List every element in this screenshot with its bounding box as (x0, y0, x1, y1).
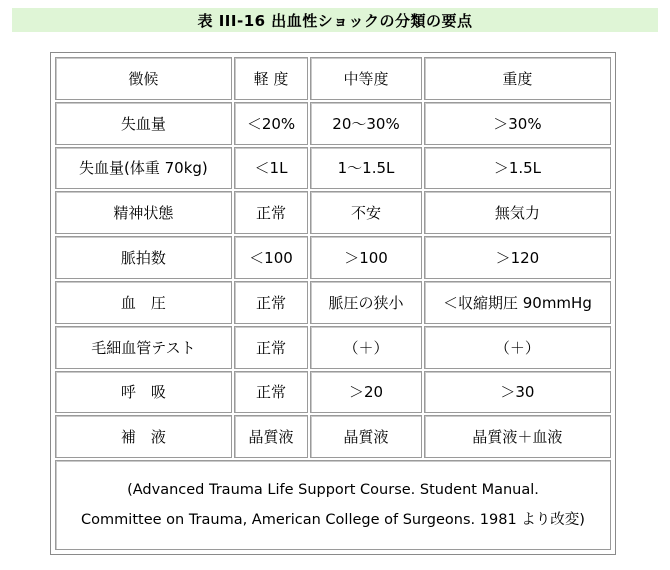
title-bar (12, 8, 658, 32)
table-title: 表 III-16 出血性ショックの分類の要点 (197, 11, 473, 30)
table-row (55, 102, 611, 145)
table-cell: ＞30 (424, 371, 611, 414)
table-cell: 毛細血管テスト (55, 326, 232, 369)
header-cell: 重度 (424, 57, 611, 100)
header-cell: 中等度 (310, 57, 422, 100)
table-cell: 失血量 (55, 102, 232, 145)
footnote-row (55, 460, 611, 550)
table-cell: ＜1L (234, 147, 308, 190)
table-cell: 精神状態 (55, 191, 232, 234)
table-cell: 晶質液 (310, 415, 422, 458)
table-cell: （＋） (424, 326, 611, 369)
table-row (55, 281, 611, 324)
table-cell: ＜20% (234, 102, 308, 145)
table-cell: ＜収縮期圧 90mmHg (424, 281, 611, 324)
table-cell: 正常 (234, 326, 308, 369)
table-cell: 晶質液＋血液 (424, 415, 611, 458)
table-row (55, 191, 611, 234)
shock-classification-table (50, 52, 616, 555)
table-cell: 無気力 (424, 191, 611, 234)
table-cell: ＞120 (424, 236, 611, 279)
table-cell: 不安 (310, 191, 422, 234)
table-cell: 晶質液 (234, 415, 308, 458)
footnote-line-1: (Advanced Trauma Life Support Course. Student Manual. (127, 482, 539, 499)
table-row (55, 371, 611, 414)
table-row (55, 147, 611, 190)
table-cell: 正常 (234, 191, 308, 234)
table-cell: 失血量(体重 70kg) (55, 147, 232, 190)
table-cell: 補 液 (55, 415, 232, 458)
table-cell: ＞100 (310, 236, 422, 279)
table-cell: 正常 (234, 371, 308, 414)
table-cell: 20～30% (310, 102, 422, 145)
header-cell: 徴候 (55, 57, 232, 100)
table-header-row (55, 57, 611, 100)
table-cell: （＋） (310, 326, 422, 369)
table-row (55, 326, 611, 369)
table-cell: 呼 吸 (55, 371, 232, 414)
table-cell: 血 圧 (55, 281, 232, 324)
footnote-cell (55, 460, 611, 550)
table-cell: ＜100 (234, 236, 308, 279)
table-row (55, 236, 611, 279)
table-cell: 1～1.5L (310, 147, 422, 190)
table-cell: 脈拍数 (55, 236, 232, 279)
table-cell: 脈圧の狭小 (310, 281, 422, 324)
table-row (55, 415, 611, 458)
table-cell: ＞20 (310, 371, 422, 414)
footnote-line-2: Committee on Trauma, American College of Surgeons. 1981 より改変) (81, 512, 585, 529)
table-cell: ＞1.5L (424, 147, 611, 190)
table-cell: 正常 (234, 281, 308, 324)
header-cell: 軽 度 (234, 57, 308, 100)
table-cell: ＞30% (424, 102, 611, 145)
